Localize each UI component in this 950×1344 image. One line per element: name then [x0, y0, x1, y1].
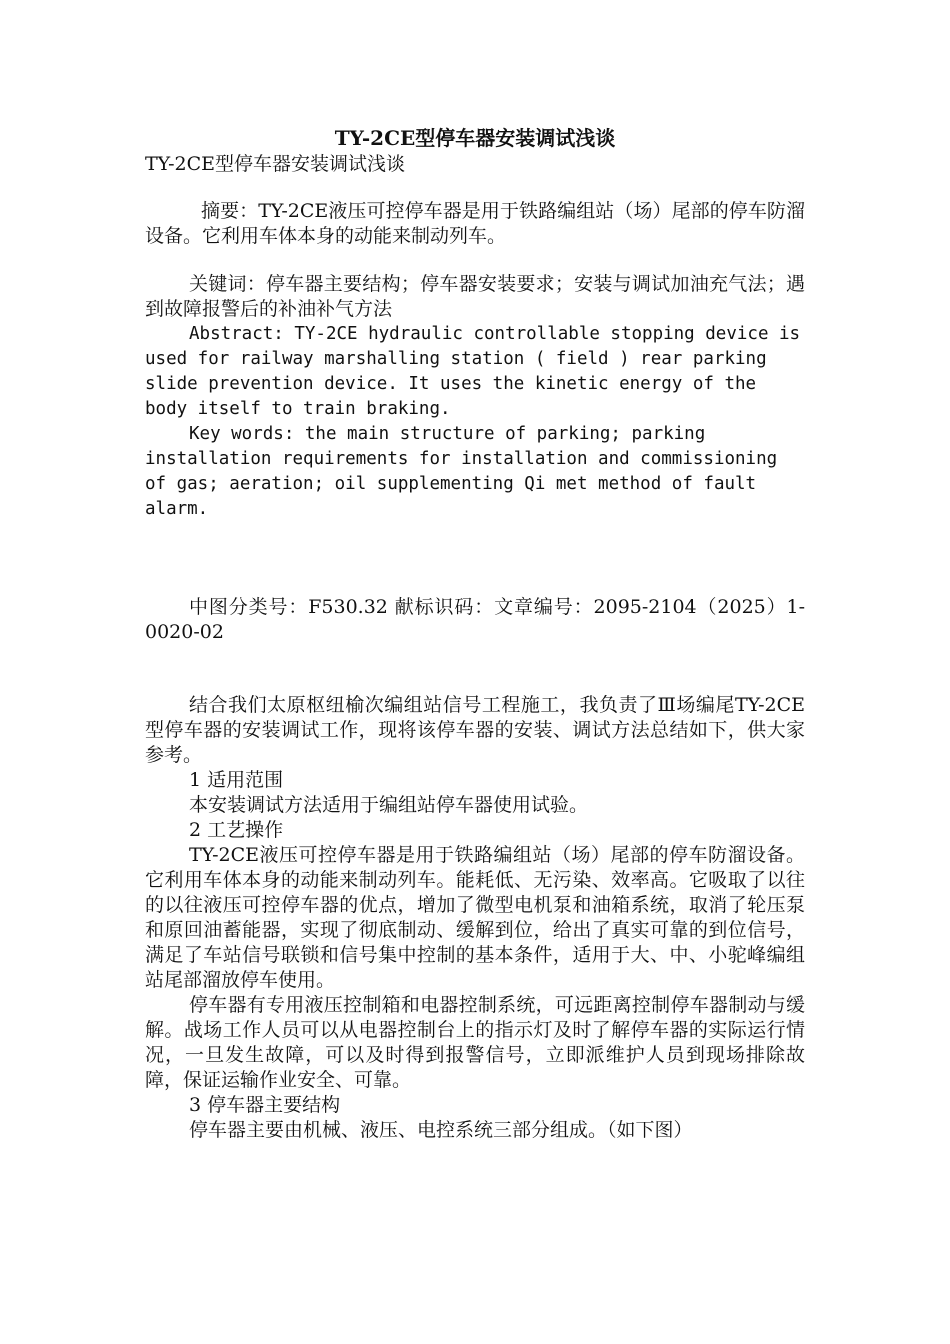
document-page — [145, 125, 805, 1143]
section-2-heading: 2 工艺操作 — [189, 819, 284, 841]
section-3-heading: 3 停车器主要结构 — [189, 1094, 341, 1116]
section-1-text: 本安装调试方法适用于编组站停车器使用试验。 — [189, 794, 589, 816]
classification-line: 中图分类号：F530.32 献标识码：文章编号：2095-2104（2025）1-0020-02 — [145, 596, 805, 643]
document-subtitle: TY-2CE型停车器安装调试浅谈 — [145, 153, 406, 175]
intro-paragraph: 结合我们太原枢纽榆次编组站信号工程施工，我负责了Ⅲ场编尾TY-2CE型停车器的安装调试工作，现将该停车器的安装、调试方法总结如下，供大家参考。 — [145, 694, 805, 766]
abstract-chinese: 摘要：TY-2CE液压可控停车器是用于铁路编组站（场）尾部的停车防溜设备。它利用车体本身的动能来制动列车。 — [145, 200, 805, 247]
section-1-heading: 1 适用范围 — [189, 769, 284, 791]
abstract-english: Abstract: TY-2CE hydraulic controllable stopping device is used for railway marshalling station ( field ) rear parking slide prevention device. It uses the kinetic energy of the body itself to train braking. — [145, 324, 801, 419]
keywords-english: Key words: the main structure of parking; parking installation requirements for installation and commissioning of gas; aeration; oil supplementing Qi met method of fault alarm. — [145, 424, 778, 519]
document-title: TY-2CE型停车器安装调试浅谈 — [334, 126, 616, 150]
keywords-chinese: 关键词：停车器主要结构；停车器安装要求；安装与调试加油充气法；遇到故障报警后的补油补气方法 — [145, 273, 805, 320]
section-2-paragraph-2: 停车器有专用液压控制箱和电器控制系统，可远距离控制停车器制动与缓解。战场工作人员可以从电器控制台上的指示灯及时了解停车器的实际运行情况，一旦发生故障，可以及时得到报警信号，立即派维护人员到现场排除故障，保证运输作业安全、可靠。 — [145, 994, 805, 1091]
section-3-text: 停车器主要由机械、液压、电控系统三部分组成。（如下图） — [189, 1119, 693, 1141]
section-2-paragraph-1: TY-2CE液压可控停车器是用于铁路编组站（场）尾部的停车防溜设备。它利用车体本身的动能来制动列车。能耗低、无污染、效率高。它吸取了以往的以往液压可控停车器的优点，增加了微型电机泵和油箱系统，取消了轮压泵和原回油蓄能器，实现了彻底制动、缓解到位，给出了真实可靠的到位信号，满足了车站信号联锁和信号集中控制的基本条件，适用于大、中、小驼峰编组站尾部溜放停车使用。 — [145, 844, 805, 991]
